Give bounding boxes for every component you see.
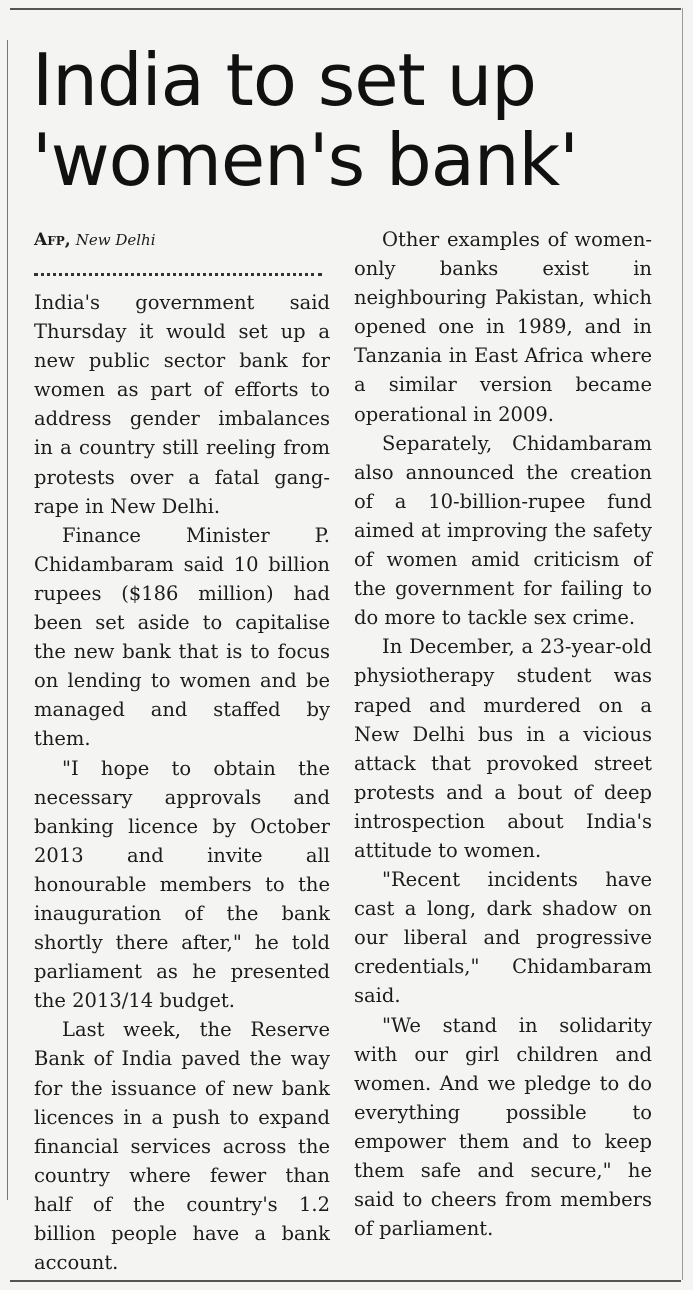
paragraph: "We stand in solidarity with our girl children and women. And we pledge to do everything possible to empower them and to keep them safe and secure," he said to cheers from members of parliament.	[354, 1013, 652, 1241]
paragraph: Finance Minister P. Chidambaram said 10 billion rupees ($186 million) had been set aside to capitalise the new bank that is to focus on lending to women and be managed and staffed by them.	[34, 523, 330, 751]
paragraph: Last week, the Reserve Bank of India paved the way for the issuance of new bank licences in a push to expand financial services across the country where fewer than half of the country's 1.2 billion people have a bank account.	[34, 1018, 330, 1275]
paragraph: "I hope to obtain the necessary approvals and banking licence by October 2013 and invite all honourable members to the inauguration of the bank shortly there after," he told parliament as he presented the 2013/14 budget.	[34, 756, 330, 1013]
headline	[32, 40, 672, 200]
left-column	[34, 225, 330, 1277]
right-column	[354, 225, 652, 1243]
byline-agency: Afp,	[34, 230, 71, 250]
right-rule	[682, 8, 683, 1280]
dotted-divider	[34, 259, 322, 276]
byline	[34, 225, 330, 255]
paragraph: India's government said Thursday it would set up a new public sector bank for women as part of efforts to address gender imbalances in a country still reeling from protests over a fatal gang-rape in New Delhi.	[34, 291, 330, 518]
paragraph: In December, a 23-year-old physiotherapy student was raped and murdered on a New Delhi bus in a vicious attack that provoked street protests and a bout of deep introspection about India's attitude to women.	[354, 635, 652, 862]
headline-line-2: 'women's bank'	[32, 118, 578, 202]
bottom-rule	[10, 1280, 681, 1282]
top-rule	[10, 8, 681, 10]
paragraph: Other examples of women-only banks exist in neighbouring Pakistan, which opened one in 1989, and in Tanzania in East Africa where a similar version became operational in 2009.	[354, 228, 652, 426]
left-rule	[7, 40, 8, 1200]
headline-line-1: India to set up	[32, 38, 537, 122]
paragraph: Separately, Chidambaram also announced the creation of a 10-billion-rupee fund aimed at improving the safety of women amid criticism of the government for failing to do more to tackle sex crime.	[354, 431, 652, 630]
byline-location: New Delhi	[75, 231, 156, 249]
paragraph: "Recent incidents have cast a long, dark shadow on our liberal and progressive credentials," Chidambaram said.	[354, 868, 652, 1008]
